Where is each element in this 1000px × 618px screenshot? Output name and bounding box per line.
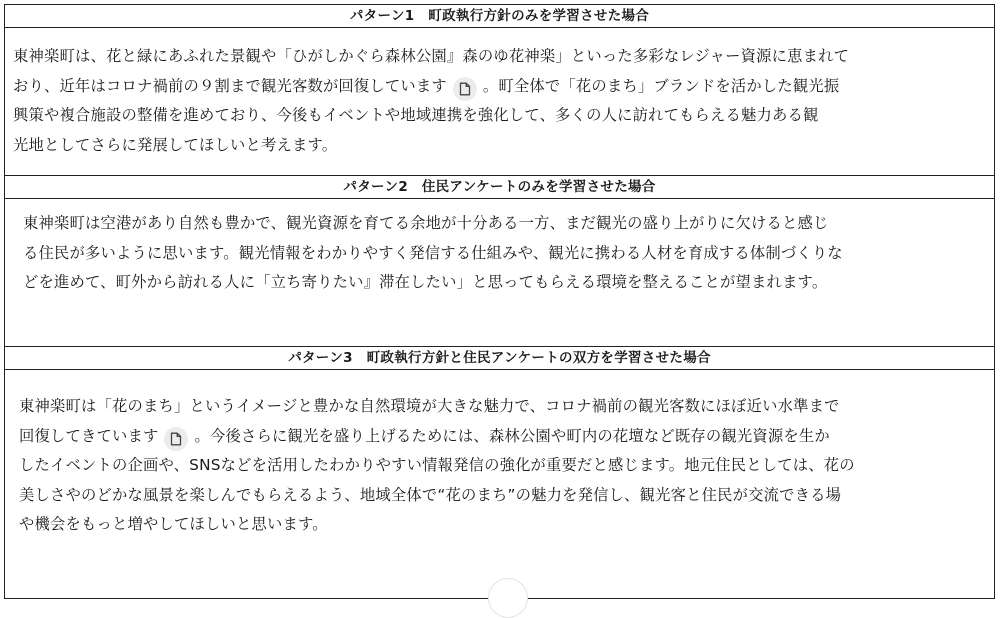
text-line: 美しさやのどかな風景を楽しんでもらえるよう、地域全体で“花のまち”の魅力を発信し、観光客と住民が交流できる場 (19, 485, 842, 504)
text-line: 興策や複合施設の整備を進めており、今後もイベントや地域連携を強化して、多くの人に訪れてもらえる魅力ある観 (13, 106, 819, 124)
text-line: る住民が多いように思います。観光情報をわかりやすく発信する仕組みや、観光に携わる人材を育成する体制づくりな (23, 243, 843, 262)
pattern-1-header: パターン1 町政執行方針のみを学習させた場合 (5, 5, 994, 28)
text-line: 東神楽町は空港があり自然も豊かで、観光資源を育てる余地が十分ある一方、まだ観光の盛り上がりに欠けると感じ (23, 214, 829, 232)
pattern-1-text (5, 28, 994, 176)
text-segment: 回復してきています (19, 426, 159, 445)
document-icon[interactable] (453, 77, 477, 101)
text-line (13, 72, 986, 102)
text-line: 東神楽町は、花と緑にあふれた景観や「ひがしかぐら森林公園』森のゆ花神楽」といった多彩なレジャー資源に恵まれて (13, 47, 850, 65)
text-line: 東神楽町は「花のまち」というイメージと豊かな自然環境が大きな魅力で、コロナ禍前の観光客数にほぼ近い水準まで (19, 397, 840, 415)
text-line (19, 422, 980, 452)
text-line: や機会をもっと増やしてほしいと思います。 (19, 515, 328, 533)
text-segment: おり、近年はコロナ禍前の９割まで観光客数が回復しています (13, 76, 447, 95)
document-icon[interactable] (164, 427, 188, 451)
comparison-table (4, 4, 995, 599)
text-line: 光地としてさらに発展してほしいと考えます。 (13, 135, 338, 154)
text-line: どを進めて、町外から訪れる人に「立ち寄りたい』滞在したい」と思ってもらえる環境を整えることが望まれます。 (23, 273, 828, 291)
pattern-2-text (5, 199, 994, 347)
text-segment: 。今後さらに観光を盛り上げるためには、森林公園や町内の花壇など既存の観光資源を生か (194, 426, 830, 445)
pattern-2-header: パターン2 住民アンケートのみを学習させた場合 (5, 176, 994, 199)
text-line: したイベントの企画や、SNSなどを活用したわかりやすい情報発信の強化が重要だと感じます。地元住民としては、花の (19, 456, 855, 474)
pattern-3-header: パターン3 町政執行方針と住民アンケートの双方を学習させた場合 (5, 347, 994, 370)
text-segment: 。町全体で「花のまち」ブランドを活かした観光振 (482, 76, 840, 95)
scroll-down-button[interactable] (488, 578, 528, 618)
pattern-3-text (5, 370, 994, 598)
